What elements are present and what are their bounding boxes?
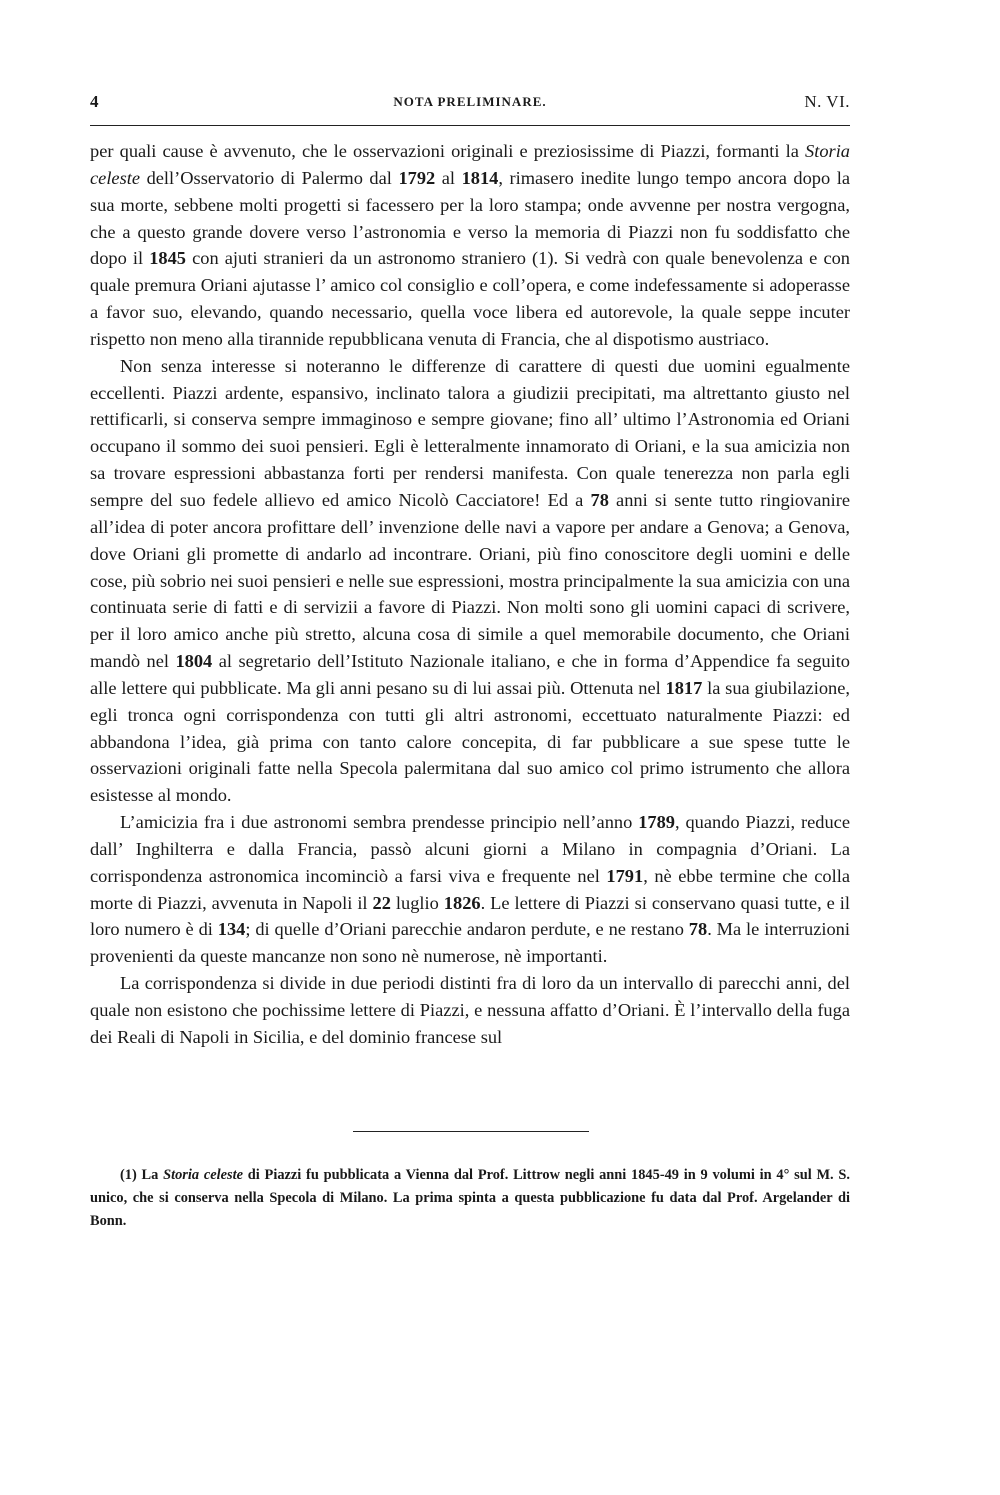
paragraph: [90, 970, 850, 1051]
running-header: [90, 92, 850, 114]
text-run: la sua giubilazione, egli tronca ogni corrispondenza con tutti gli altri astronomi, eccettuato naturalmente Piazzi: ed abbandona l’idea, già prima con tanto calore concepita, di far pubblicare a sue spese tutte le osservazioni originali fatte nella Specola palermitana dal suo amico col primo istrumento che allora esistesse al mondo.: [90, 677, 850, 806]
numeral: 1791: [606, 865, 644, 886]
text-run: luglio: [390, 892, 444, 913]
footnote-text: [90, 1164, 850, 1233]
running-title: NOTA PRELIMINARE.: [393, 94, 547, 109]
text-run: . Le lettere di Piazzi si conservano quasi tutte, e il loro numero è di: [90, 892, 851, 940]
numeral: 1804: [175, 651, 213, 672]
text-run: , nè ebbe termine che colla morte di Piazzi, avvenuta in Napoli il: [90, 865, 850, 913]
footnote-rule: [353, 1131, 589, 1132]
numeral: 1817: [665, 677, 703, 698]
text-run: Non senza interesse si noteranno le differenze di carattere di questi due uomini egualmente eccellenti. Piazzi ardente, espansivo, inclinato talora a giudizii precipitati, ma altrettanto giusto nel rettificarli, si conserva sempre immaginoso e sempre giovane; fino all’ ultimo l’Astronomia ed Oriani occupano il sommo dei suoi pensieri. Egli è letteralmente innamorato di Oriani, e la sua amicizia non sa trovare espressioni abbastanza forti per rendersi manifesta. Con quale tenerezza non parla egli sempre del suo fedele allievo ed amico Nicolò Cacciatore! Ed a: [90, 355, 850, 510]
text-run: La corrispondenza si divide in due periodi distinti fra di loro da un intervallo di parecchi anni, del quale non esistono che pochissime lettere di Piazzi, e nessuna affatto d’Oriani. È l’intervallo della fuga dei Reali di Napoli in Sicilia, e del dominio francese sul: [90, 973, 850, 1047]
paragraph: [90, 353, 850, 809]
text-run: di Piazzi fu pubblicata a Vienna dal Prof. Littrow negli anni 1845-49 in 9 volumi in 4° sul M. S. unico, che si conserva nella Specola di Milano. La prima spinta a questa pubblicazione fu data dal Prof. Argelander di Bonn.: [90, 1167, 850, 1229]
text-run: (1) La: [120, 1167, 164, 1183]
text-run: L’amicizia fra i due astronomi sembra prendesse principio nell’anno: [120, 812, 639, 833]
text-run: . Ma le interruzioni provenienti da queste mancanze non sono nè numerose, nè importanti.: [90, 919, 850, 967]
footnote: [90, 1164, 850, 1233]
numeral: 78: [688, 919, 708, 940]
section-note: N. VI.: [804, 92, 850, 111]
numeral: 1826: [443, 892, 481, 913]
header-rule: [90, 125, 850, 126]
text-run: dell’Osservatorio di Palermo dal: [140, 167, 399, 188]
text-run: ; di quelle d’Oriani parecchie andaron perdute, e ne restano: [245, 919, 689, 940]
numeral: 22: [372, 892, 391, 913]
italic-title: Storia celeste: [163, 1167, 244, 1183]
text-run: , quando Piazzi, reduce dall’ Inghilterra e dalla Francia, passò alcuni giorni a Milano in compagnia d’Oriani. La corrispondenza astronomica incominciò a farsi viva e frequente nel: [90, 812, 850, 886]
numeral: 134: [217, 919, 246, 940]
numeral: 78: [590, 489, 609, 510]
paragraph: [90, 809, 850, 970]
text-run: , rimasero inedite lungo tempo ancora dopo la sua morte, sebbene molti progetti si facessero per la loro stampa; onde avvenne per nostra vergogna, che a questo grande dovere verso l’astronomia e verso la memoria di Piazzi non fu soddisfatto che dopo il: [90, 167, 850, 269]
numeral: 1789: [638, 812, 675, 833]
text-run: anni si sente tutto ringiovanire all’idea di poter ancora profittare dell’ invenzione delle navi a vapore per andare a Genova; a Genova, dove Oriani gli promette di andarlo ad incontrare. Oriani, più fino conoscitore degli uomini e delle cose, più sobrio nei suoi pensieri e nelle sue espressioni, mostra principalmente la sua amicizia con una continuata serie di fatti e di servizii a favore di Piazzi. Non molti sono gli uomini capaci di scrivere, per il loro amico anche più stretto, alcuna cosa di simile a quel memorabile documento, che Oriani mandò nel: [90, 489, 850, 672]
numeral: 1792: [398, 167, 436, 188]
numeral: 1814: [461, 167, 499, 188]
text-run: al: [435, 167, 462, 188]
text-run: con ajuti stranieri da un astronomo straniero (1). Si vedrà con quale benevolenza e con quale premura Oriani ajutasse l’ amico col consiglio e coll’opera, e come indefessamente si adoperasse a favor suo, elevando, quando necessario, quella voce libera ed autorevole, la quale seppe incuter rispetto non meno alla tirannide repubblicana venuta di Francia, che al dispotismo austriaco.: [90, 248, 850, 349]
italic-title: Storia celeste: [90, 141, 850, 188]
text-run: al segretario dell’Istituto Nazionale italiano, e che in forma d’Appendice fa seguito alle lettere qui pubblicate. Ma gli anni pesano su di lui assai più. Ottenuta nel: [90, 651, 850, 698]
text-run: per quali cause è avvenuto, che le osservazioni originali e preziosissime di Piazzi, formanti la: [90, 141, 806, 161]
page-number: 4: [90, 92, 99, 111]
paragraph: [90, 138, 850, 353]
numeral: 1845: [149, 248, 186, 269]
main-text: [90, 138, 850, 1051]
